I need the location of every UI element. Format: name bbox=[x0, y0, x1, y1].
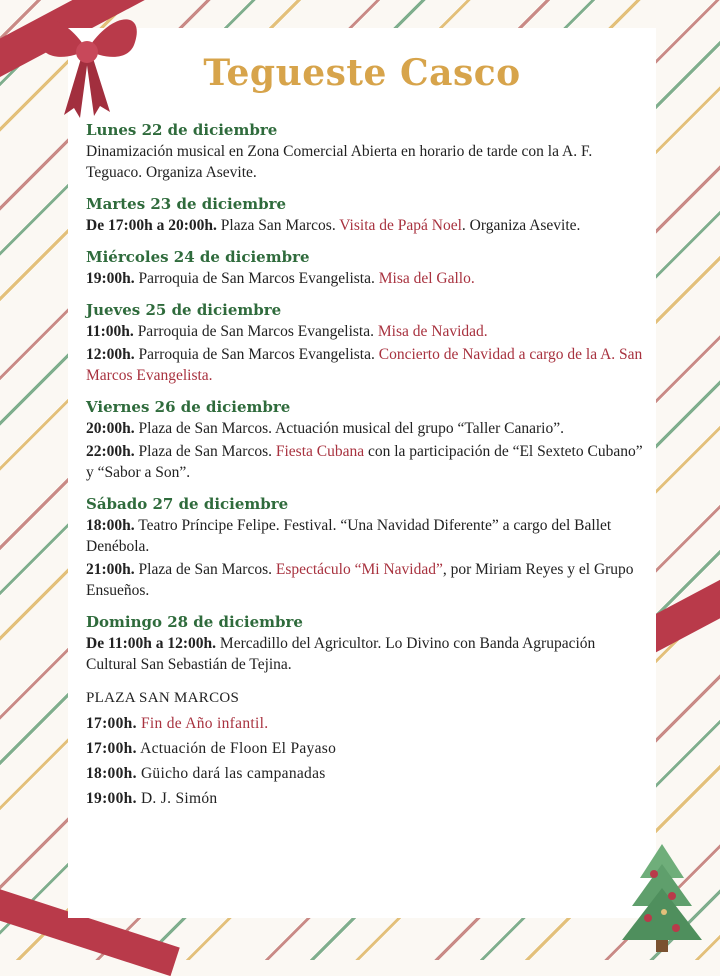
schedule-entry bbox=[86, 633, 646, 675]
entry-time: 18:00h. bbox=[86, 765, 137, 782]
entry-text: Plaza de San Marcos. Actuación musical del grupo “Taller Canario”. bbox=[134, 420, 564, 437]
day-section bbox=[86, 247, 646, 289]
entry-time: 19:00h. bbox=[86, 270, 135, 287]
day-section bbox=[86, 194, 646, 236]
schedule-entry bbox=[86, 141, 646, 183]
entry-event: Espectáculo “Mi Navidad” bbox=[275, 561, 443, 578]
entry-time: 12:00h. bbox=[86, 346, 135, 363]
schedule-entry bbox=[86, 321, 646, 342]
entry-text: Mercadillo del Agricultor. Lo Divino con Banda Agrupación Cultural San Sebastián de Tejina. bbox=[86, 635, 596, 673]
schedule-entry bbox=[86, 268, 646, 289]
day-section bbox=[86, 494, 646, 601]
schedule-list bbox=[86, 120, 646, 811]
schedule-entry bbox=[86, 736, 646, 761]
schedule-entry bbox=[86, 515, 646, 557]
entry-text: D. J. Simón bbox=[136, 790, 218, 807]
entry-time: De 17:00h a 20:00h. bbox=[86, 217, 217, 234]
entry-text: Güicho dará las campanadas bbox=[136, 765, 326, 782]
schedule-entry bbox=[86, 441, 646, 483]
entry-time: 17:00h. bbox=[86, 715, 137, 732]
entry-event: Visita de Papá Noel bbox=[339, 217, 462, 234]
day-section bbox=[86, 300, 646, 386]
schedule-entry bbox=[86, 418, 646, 439]
entry-time: 22:00h. bbox=[86, 443, 135, 460]
entry-text: Plaza de San Marcos. bbox=[134, 561, 276, 578]
entry-text: Parroquia de San Marcos Evangelista. bbox=[134, 346, 379, 363]
day-section bbox=[86, 612, 646, 675]
schedule-entry bbox=[86, 559, 646, 601]
plaza-section bbox=[86, 686, 646, 811]
entry-event: Fin de Año infantil. bbox=[140, 715, 269, 732]
schedule-entry bbox=[86, 786, 646, 811]
day-header: Jueves 25 de diciembre bbox=[86, 301, 282, 319]
entry-event: Concierto de Navidad a cargo de la A. San Marcos Evangelista. bbox=[86, 346, 643, 384]
day-header: Viernes 26 de diciembre bbox=[86, 398, 291, 416]
day-section bbox=[86, 397, 646, 483]
entry-after: con la participación de “El Sexteto Cubano” y “Sabor a Son”. bbox=[86, 443, 643, 481]
entry-text: Parroquia de San Marcos Evangelista. bbox=[134, 270, 379, 287]
entry-time: 17:00h. bbox=[86, 740, 137, 757]
schedule-entry bbox=[86, 344, 646, 386]
entry-after: , por Miriam Reyes y el Grupo Ensueños. bbox=[86, 561, 634, 599]
entry-time: 21:00h. bbox=[86, 561, 135, 578]
entry-event: Fiesta Cubana bbox=[275, 443, 365, 460]
entry-time: 11:00h. bbox=[86, 323, 134, 340]
schedule-entry bbox=[86, 761, 646, 786]
entry-text: Plaza de San Marcos. bbox=[134, 443, 276, 460]
day-header: Miércoles 24 de diciembre bbox=[86, 248, 310, 266]
entry-text: Plaza San Marcos. bbox=[216, 217, 340, 234]
entry-text: Dinamización musical en Zona Comercial Abierta en horario de tarde con la A. F. Teguaco. Organiza Asevite. bbox=[86, 143, 593, 181]
page-title: Tegueste Casco bbox=[203, 52, 521, 94]
day-header: Sábado 27 de diciembre bbox=[86, 495, 289, 513]
entry-event: Misa de Navidad. bbox=[377, 323, 488, 340]
entry-text: Parroquia de San Marcos Evangelista. bbox=[133, 323, 378, 340]
day-header: Martes 23 de diciembre bbox=[86, 195, 287, 213]
day-header: Domingo 28 de diciembre bbox=[86, 613, 303, 631]
day-header: Lunes 22 de diciembre bbox=[86, 121, 278, 139]
entry-after: . Organiza Asevite. bbox=[461, 217, 581, 234]
entry-time: 20:00h. bbox=[86, 420, 135, 437]
day-section bbox=[86, 120, 646, 183]
plaza-heading: PLAZA SAN MARCOS bbox=[86, 690, 240, 706]
entry-time: 19:00h. bbox=[86, 790, 137, 807]
entry-event: Misa del Gallo. bbox=[378, 270, 475, 287]
schedule-entry bbox=[86, 215, 646, 236]
entry-text: Teatro Príncipe Felipe. Festival. “Una Navidad Diferente” a cargo del Ballet Denébola. bbox=[86, 517, 612, 555]
christmas-tree-icon bbox=[614, 838, 710, 956]
entry-time: 18:00h. bbox=[86, 517, 135, 534]
entry-time: De 11:00h a 12:00h. bbox=[86, 635, 217, 652]
entry-text: Actuación de Floon El Payaso bbox=[136, 740, 337, 757]
schedule-entry bbox=[86, 711, 646, 736]
